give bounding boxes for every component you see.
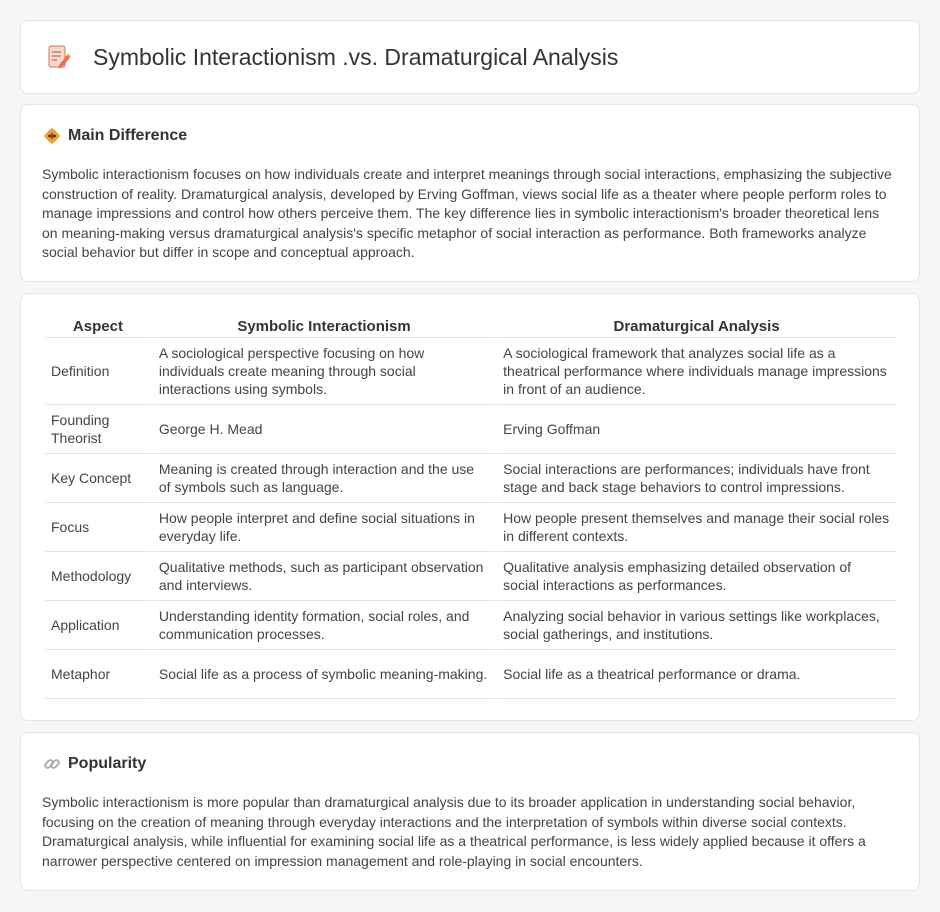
comparison-table [43, 316, 898, 699]
header-symbolic-interactionism: Symbolic Interactionism [153, 316, 495, 338]
dramaturgical-cell: Social life as a theatrical performance or drama. [497, 650, 896, 699]
page-title: Symbolic Interactionism .vs. Dramaturgical Analysis [93, 43, 619, 70]
aspect-cell: Definition [45, 338, 151, 405]
dramaturgical-cell: Social interactions are performances; individuals have front stage and back stage behaviors to control impressions. [497, 454, 896, 503]
main-difference-text: Symbolic interactionism focuses on how individuals create and interpret meanings through social interactions, emphasizing the subjective construction of reality. Dramaturgical analysis, developed by Erving Goffman, views social life as a theater where people perform roles to manage impressions and control how others perceive them. The key difference lies in symbolic interactionism's broader theoretical lens on meaning-making versus dramaturgical analysis's specific metaphor of social interaction as performance. Both frameworks analyze social behavior but differ in scope and conceptual approach. [42, 166, 892, 261]
symbolic-cell: How people interpret and define social situations in everyday life. [153, 503, 495, 552]
symbolic-cell: Social life as a process of symbolic meaning-making. [153, 650, 495, 699]
diamond-sign-icon [43, 127, 61, 145]
popularity-title: Popularity [68, 755, 147, 772]
comparison-section [20, 293, 920, 721]
dramaturgical-cell: How people present themselves and manage their social roles in different contexts. [497, 503, 896, 552]
main-difference-title: Main Difference [68, 127, 188, 144]
table-row [45, 552, 896, 601]
document-pencil-icon [47, 43, 71, 71]
aspect-cell: Focus [45, 503, 151, 552]
dramaturgical-cell: Qualitative analysis emphasizing detailed observation of social interactions as performances. [497, 552, 896, 601]
symbolic-cell: Understanding identity formation, social roles, and communication processes. [153, 601, 495, 650]
table-row [45, 338, 896, 405]
table-row [45, 405, 896, 454]
header-dramaturgical-analysis: Dramaturgical Analysis [497, 316, 896, 338]
table-header-row [45, 316, 896, 338]
symbolic-cell: Qualitative methods, such as participant observation and interviews. [153, 552, 495, 601]
table-row [45, 454, 896, 503]
aspect-cell: Application [45, 601, 151, 650]
table-row [45, 650, 896, 699]
header-aspect: Aspect [45, 316, 151, 338]
popularity-section [20, 732, 920, 891]
popularity-text: Symbolic interactionism is more popular than dramaturgical analysis due to its broader application in understanding social behavior, focusing on the creation of meaning through everyday interactions and the interpretation of symbols within diverse social contexts. Dramaturgical analysis, while influential for examining social life as a theatrical performance, is less widely applied because it offers a narrower perspective centered on impression management and role-playing in social encounters. [42, 794, 866, 869]
symbolic-cell: George H. Mead [153, 405, 495, 454]
dramaturgical-cell: Erving Goffman [497, 405, 896, 454]
aspect-cell: Methodology [45, 552, 151, 601]
dramaturgical-cell: A sociological framework that analyzes social life as a theatrical performance where individuals manage impressions in front of an audience. [497, 338, 896, 405]
main-difference-section [20, 104, 920, 282]
table-row [45, 601, 896, 650]
link-icon [43, 755, 61, 773]
symbolic-cell: A sociological perspective focusing on how individuals create meaning through social interactions using symbols. [153, 338, 495, 405]
dramaturgical-cell: Analyzing social behavior in various settings like workplaces, social gatherings, and institutions. [497, 601, 896, 650]
symbolic-cell: Meaning is created through interaction and the use of symbols such as language. [153, 454, 495, 503]
aspect-cell: Metaphor [45, 650, 151, 699]
aspect-cell: Founding Theorist [45, 405, 151, 454]
table-row [45, 503, 896, 552]
aspect-cell: Key Concept [45, 454, 151, 503]
title-card [20, 20, 920, 94]
